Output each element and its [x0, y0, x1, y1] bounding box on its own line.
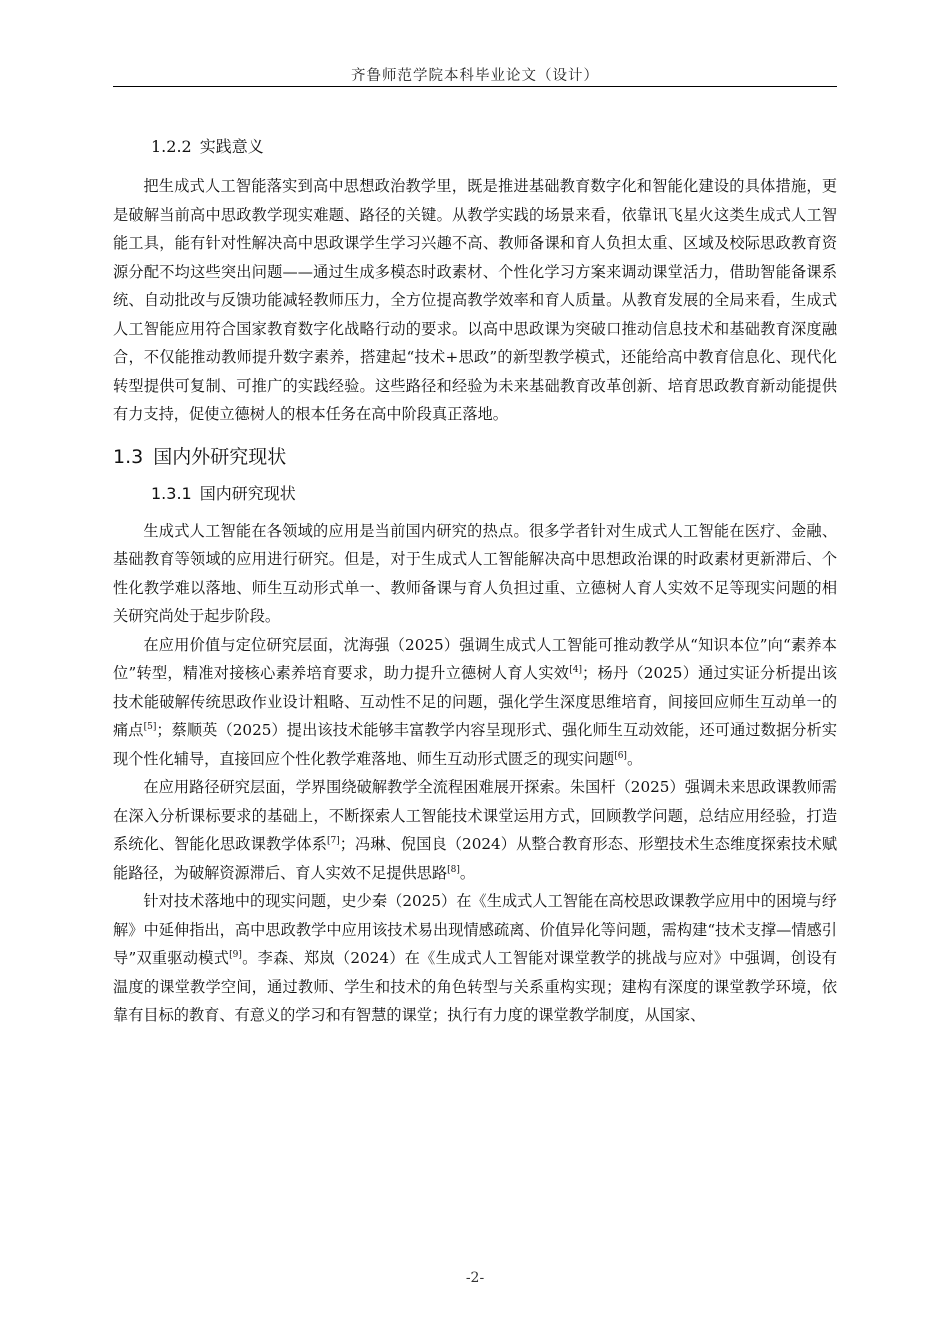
text-run: ；杨丹（2025）通过实证分析提出该技术能破解传统思政作业设计粗略、互动性不足的问题，强化学生深度思维培育，间接回应师生互动单一的痛点	[113, 664, 838, 739]
paragraph: 把生成式人工智能落实到高中思想政治教学里，既是推进基础教育数字化和智能化建设的具体措施，更是破解当前高中思政教学现实难题、路径的关键。从教学实践的场景来看，依靠讯飞星火这类生成式人工智能工具，能有针对性解决高中思政课学生学习兴趣不高、教师备课和育人负担太重、区域及校际思政教育资源分配不均这些突出问题——通过生成多模态时政素材、个性化学习方案来调动课堂活力，借助智能备课系统、自动批改与反馈功能减轻教师压力，全方位提高教学效率和育人质量。从教育发展的全局来看，生成式人工智能应用符合国家教育数字化战略行动的要求。以高中思政课为突破口推动信息技术和基础教育深度融合，不仅能推动教师提升数字素养，搭建起“技术+思政”的新型教学模式，还能给高中教育信息化、现代化转型提供可复制、可推广的实践经验。这些路径和经验为未来基础教育改革创新、培育思政教育新动能提供有力支持，促使立德树人的根本任务在高中阶段真正落地。	[113, 177, 837, 423]
citation-ref: [4]	[569, 664, 582, 675]
heading-1-3	[113, 443, 837, 471]
header-rule	[113, 86, 837, 87]
paragraph	[113, 887, 837, 1030]
citation-ref: [9]	[229, 949, 242, 960]
text-run: 。	[626, 749, 643, 768]
paragraph	[113, 773, 837, 887]
heading-number: 1.3.1	[151, 483, 192, 503]
heading-title: 国内外研究现状	[153, 445, 287, 468]
text-run: 在应用价值与定位研究层面，沈海强（2025）强调生成式人工智能可推动教学从“知识本位”向“素养本位”转型，精准对接核心素养培育要求，助力提升立德树人育人实效	[113, 635, 837, 682]
citation-ref: [7]	[327, 835, 340, 846]
running-header: 齐鲁师范学院本科毕业论文（设计）	[351, 68, 599, 84]
page-number: -2-	[465, 1270, 485, 1286]
heading-number: 1.2.2	[151, 137, 192, 156]
page-body	[113, 134, 837, 1030]
citation-ref: [8]	[447, 864, 460, 875]
heading-title: 实践意义	[199, 137, 264, 156]
text-run: ；冯琳、倪国良（2024）从整合教育形态、形塑技术生态维度探索技术赋能路径，为破解资源滞后、育人实效不足提供思路	[113, 835, 838, 882]
citation-ref: [5]	[143, 721, 157, 732]
text-run: 。	[459, 863, 476, 882]
paragraph: 生成式人工智能在各领域的应用是当前国内研究的热点。很多学者针对生成式人工智能在医疗、金融、基础教育等领域的应用进行研究。但是，对于生成式人工智能解决高中思想政治课的时政素材更新滞后、个性化教学难以落地、师生互动形式单一、教师备课与育人负担过重、立德树人育人实效不足等现实问题的相关研究尚处于起步阶段。	[113, 521, 837, 625]
paragraph	[113, 631, 837, 774]
citation-ref: [6]	[614, 750, 627, 761]
text-run: ；蔡顺英（2025）提出该技术能够丰富教学内容呈现形式、强化师生互动效能，还可通过数据分析实现个性化辅导，直接回应个性化教学难落地、师生互动形式匮乏的现实问题	[113, 721, 838, 768]
text-run: 。李森、郑岚（2024）在《生成式人工智能对课堂教学的挑战与应对》中强调，创设有温度的课堂教学空间，通过教师、学生和技术的角色转型与关系重构实现；建构有深度的课堂教学环境，依靠有目标的教育、有意义的学习和有智慧的课堂；执行有力度的课堂教学制度，从国家、	[113, 949, 837, 1024]
heading-title: 国内研究现状	[199, 483, 296, 503]
heading-1-3-1	[151, 481, 837, 507]
text-run: 在应用路径研究层面，学界围绕破解教学全流程困难展开探索。朱国杆（2025）强调未来思政课教师需在深入分析课标要求的基础上，不断探索人工智能技术课堂运用方式，回顾教学问题，总结应用经验，打造系统化、智能化思政课教学体系	[113, 778, 837, 853]
heading-number: 1.3	[113, 445, 144, 468]
heading-1-2-2	[151, 134, 837, 160]
text-run: 针对技术落地中的现实问题，史少秦（2025）在《生成式人工智能在高校思政课教学应用中的困境与纾解》中延伸指出，高中思政教学中应用该技术易出现情感疏离、价值异化等问题，需构建“技术支撑—情感引导”双重驱动模式	[113, 892, 837, 967]
